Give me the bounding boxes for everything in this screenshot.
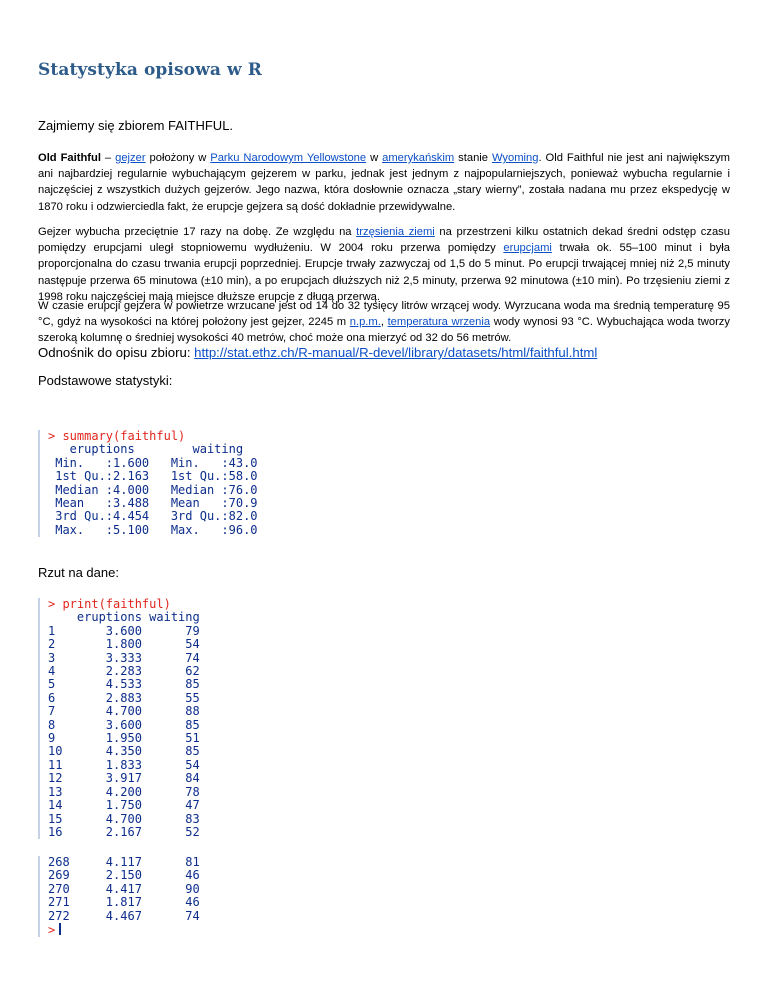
data-row: 5 4.533 85 xyxy=(48,677,200,692)
text: w xyxy=(366,152,383,164)
intro-text: Zajmiemy się zbiorem FAITHFUL. xyxy=(38,118,234,133)
data-row: 8 3.600 85 xyxy=(48,717,200,732)
link-temperatura-wrzenia[interactable]: temperatura wrzenia xyxy=(387,316,491,329)
text: wody wynosi 93 °C. Wybuchająca woda tworzy szeroką kolumnę o średniej wysokości 40 metrów, choć może ona mierzyć od 32 do 56 metrów. xyxy=(38,316,730,345)
r-prompt-line[interactable] xyxy=(48,923,200,937)
r-console-summary xyxy=(38,430,272,537)
dataset-link-line xyxy=(38,345,597,360)
data-row: 2 1.800 54 xyxy=(48,637,200,652)
link-erupcjami[interactable]: erupcjami xyxy=(503,242,552,255)
data-row: 13 4.200 78 xyxy=(48,784,200,799)
link-yellowstone[interactable]: Parku Narodowym Yellowstone xyxy=(210,152,367,164)
link-gejzer[interactable]: gejzer xyxy=(115,152,146,164)
data-row: 270 4.417 90 xyxy=(48,881,200,896)
dataset-link[interactable]: http://stat.ethz.ch/R-manual/R-devel/library/datasets/html/faithful.html xyxy=(194,345,598,360)
data-row: 16 2.167 52 xyxy=(48,824,200,839)
text: Gejzer wybucha przeciętnie 17 razy na dobę. Ze względu na xyxy=(38,226,357,238)
data-row: 10 4.350 85 xyxy=(48,744,200,759)
dataset-link-label: Odnośnik do opisu zbioru: xyxy=(38,345,195,360)
summary-line: Median :4.000 Median :76.0 xyxy=(48,482,272,497)
r-console-print xyxy=(38,598,200,839)
paragraph-description xyxy=(38,150,730,215)
data-row: 1 3.600 79 xyxy=(48,623,200,638)
data-row: 272 4.467 74 xyxy=(48,908,200,923)
data-row: 269 2.150 46 xyxy=(48,868,200,883)
data-row: 12 3.917 84 xyxy=(48,771,200,786)
data-row: 6 2.883 55 xyxy=(48,690,200,705)
r-command-print: > print(faithful) xyxy=(48,597,171,611)
r-command-summary: > summary(faithful) xyxy=(48,429,186,443)
data-row: 15 4.700 83 xyxy=(48,811,200,826)
text: W czasie erupcji gejzera w powietrze wrzucane jest od 14 do 32 tysięcy litrów wrzącej wody. Wyrzucana woda ma średnią temperaturę 95 °C, gdyż na wysokości na której położony jest gejzer, 2245 m xyxy=(38,300,730,329)
data-row: 271 1.817 46 xyxy=(48,895,200,910)
text: na przestrzeni kilku ostatnich dekad średni odstęp czasu pomiędzy erupcjami uległ stopniowemu wydłużeniu. W 2004 roku przerwa pomiędzy xyxy=(38,226,730,255)
page-title: Statystyka opisowa w R xyxy=(38,60,262,80)
link-trzesienia-ziemi[interactable]: trzęsienia ziemi xyxy=(356,226,435,238)
text: . Old Faithful nie jest ani największym ani najbardziej regularnie wybuchającym gejzerem w parku, jednak jest jednym z najpopularniejszych, ponieważ wybucha regularnie i najczęściej z wszystkich dużych gejzerów. Jego nazwa, która dosłownie oznacza „stary wierny”, została nadana mu przez ekspedycję w 1870 roku i odzwierciedla fakt, że erupcje gejzera są dość dokładnie przewidywalne. xyxy=(38,152,730,213)
data-row: 14 1.750 47 xyxy=(48,798,200,813)
link-amerykanskim[interactable]: amerykańskim xyxy=(382,152,455,164)
summary-line: Max. :5.100 Max. :96.0 xyxy=(48,522,272,537)
data-row: 4 2.283 62 xyxy=(48,664,200,679)
paragraph-water xyxy=(38,298,730,347)
link-wyoming[interactable]: Wyoming xyxy=(491,152,539,164)
data-row: 3 3.333 74 xyxy=(48,650,200,665)
print-label: Rzut na dane: xyxy=(38,565,119,580)
text: , xyxy=(380,316,388,329)
summary-line: Mean :3.488 Mean :70.9 xyxy=(48,496,272,511)
r-console-tail xyxy=(38,856,200,937)
print-header: eruptions waiting xyxy=(48,610,200,625)
bold-term: Old Faithful xyxy=(38,152,101,164)
r-prompt: > xyxy=(48,923,56,938)
text: trwała ok. 55–100 minut i była proporcjonalna do czasu trwania erupcji poprzedniej. Erupcje trwały zazwyczaj od 1,5 do 5 minut. Po erupcji trwającej mniej niż 2,5 minuty następuje przerwa 65 minutowa (±10 min), a po erupcjach dłuższych niż 2,5 minuty, przerwa 92 minutowa (±10 min). Po trzęsieniu ziemi z 1998 roku najczęściej mają miejsce dłuższe erupcje z długą przerwą. xyxy=(38,242,730,303)
data-row: 11 1.833 54 xyxy=(48,757,200,772)
link-npm[interactable]: n.p.m. xyxy=(349,316,381,329)
text-cursor xyxy=(59,923,61,935)
data-row: 7 4.700 88 xyxy=(48,704,200,719)
text: stanie xyxy=(454,152,492,164)
data-row: 9 1.950 51 xyxy=(48,731,200,746)
summary-line: Min. :1.600 Min. :43.0 xyxy=(48,455,272,470)
text: – xyxy=(100,152,116,164)
data-row: 268 4.117 81 xyxy=(48,855,200,869)
summary-line: 1st Qu.:2.163 1st Qu.:58.0 xyxy=(48,469,272,484)
summary-line: eruptions waiting xyxy=(48,442,272,457)
summary-line: 3rd Qu.:4.454 3rd Qu.:82.0 xyxy=(48,509,272,524)
paragraph-eruptions xyxy=(38,224,730,305)
text: położony w xyxy=(145,152,211,164)
summary-label: Podstawowe statystyki: xyxy=(38,373,173,388)
